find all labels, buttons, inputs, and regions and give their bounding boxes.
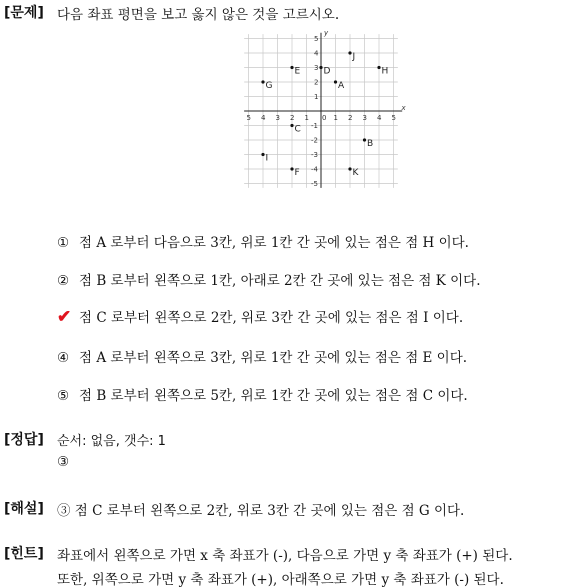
option-3[interactable]	[57, 306, 463, 327]
y-tick-label: -5	[311, 180, 318, 188]
explanation-text: ③ 점 C 로부터 왼쪽으로 2칸, 위로 3칸 간 곳에 있는 점은 점 G 이다.	[57, 503, 465, 519]
y-tick-label: -3	[311, 151, 318, 159]
x-tick-label: 4	[377, 114, 382, 122]
option-marker: ④	[57, 350, 70, 366]
point-j	[348, 51, 351, 54]
option-4[interactable]	[57, 346, 467, 366]
point-i	[261, 153, 264, 156]
point-f	[290, 167, 293, 170]
x-axis-label: x	[401, 104, 406, 112]
point-d	[319, 66, 322, 69]
point-label-f: F	[294, 168, 300, 178]
point-label-e: E	[294, 66, 301, 77]
option-marker: ①	[57, 235, 70, 251]
y-tick-label: 2	[314, 78, 319, 87]
hint-label: [힌트]	[4, 546, 44, 562]
y-tick-label: -4	[311, 165, 318, 174]
y-tick-label: 5	[314, 35, 319, 43]
x-tick-label: 1	[304, 114, 309, 122]
answer-label: [정답]	[4, 432, 44, 448]
problem-question: 다음 좌표 평면을 보고 옳지 않은 것을 고르시오.	[57, 7, 340, 23]
point-e	[290, 66, 293, 69]
option-text: 점 B 로부터 왼쪽으로 1칸, 아래로 2칸 간 곳에 있는 점은 점 K 이다.	[79, 273, 481, 289]
x-tick-label: 3	[275, 114, 280, 122]
point-a	[334, 80, 337, 83]
hint-line-2: 또한, 위쪽으로 가면 y 축 좌표가 (+), 아래쪽으로 가면 y 축 좌표가 (-) 된다.	[57, 572, 504, 588]
option-text: 점 A 로부터 다음으로 3칸, 위로 1칸 간 곳에 있는 점은 점 H 이다.	[79, 235, 469, 251]
point-h	[377, 66, 380, 69]
y-tick-label: 3	[314, 64, 319, 72]
x-tick-label: 3	[362, 114, 367, 122]
x-tick-label: 5	[391, 114, 396, 122]
option-text: 점 B 로부터 왼쪽으로 5칸, 위로 1칸 간 곳에 있는 점은 점 C 이다.	[79, 388, 468, 404]
answer-order-count: 순서: 없음, 갯수: 1	[57, 434, 166, 449]
check-icon: ✔	[57, 307, 72, 327]
point-b	[363, 138, 366, 141]
point-label-b: B	[367, 139, 374, 149]
point-c	[290, 124, 293, 127]
y-axis-label: y	[324, 28, 329, 37]
option-text: 점 A 로부터 왼쪽으로 3칸, 위로 1칸 간 곳에 있는 점은 점 E 이다.	[79, 350, 468, 366]
y-tick-label: -2	[311, 136, 318, 145]
x-tick-label: 4	[261, 114, 266, 122]
x-tick-label: 1	[333, 114, 338, 122]
hint-line-1: 좌표에서 왼쪽으로 가면 x 축 좌표가 (-), 다음으로 가면 y 축 좌표가 (+) 된다.	[57, 548, 513, 564]
point-g	[261, 80, 264, 83]
point-label-j: J	[352, 52, 356, 62]
x-tick-label: 2	[348, 114, 353, 122]
point-k	[348, 167, 351, 170]
option-1[interactable]	[57, 231, 469, 251]
x-tick-label: 5	[246, 114, 251, 122]
option-marker: ②	[57, 273, 70, 289]
point-label-d: D	[323, 66, 331, 77]
point-label-a: A	[338, 81, 345, 91]
y-tick-label: 1	[314, 93, 319, 101]
coordinate-plane	[246, 28, 406, 188]
option-2[interactable]	[57, 269, 481, 289]
problem-label: [문제]	[4, 5, 44, 21]
point-label-h: H	[381, 66, 389, 77]
answer-value: ③	[57, 454, 70, 470]
x-tick-label: 2	[290, 114, 295, 122]
point-label-k: K	[352, 168, 359, 178]
explanation-label: [해설]	[4, 501, 44, 517]
origin-label: 0	[322, 114, 327, 122]
point-label-c: C	[294, 124, 301, 135]
y-tick-label: 4	[314, 49, 319, 58]
y-tick-label: -1	[311, 122, 318, 130]
option-marker: ⑤	[57, 388, 70, 404]
point-label-g: G	[265, 81, 273, 91]
option-text: 점 C 로부터 왼쪽으로 2칸, 위로 3칸 간 곳에 있는 점은 점 I 이다.	[79, 310, 464, 326]
point-label-i: I	[265, 153, 269, 164]
option-5[interactable]	[57, 384, 468, 404]
